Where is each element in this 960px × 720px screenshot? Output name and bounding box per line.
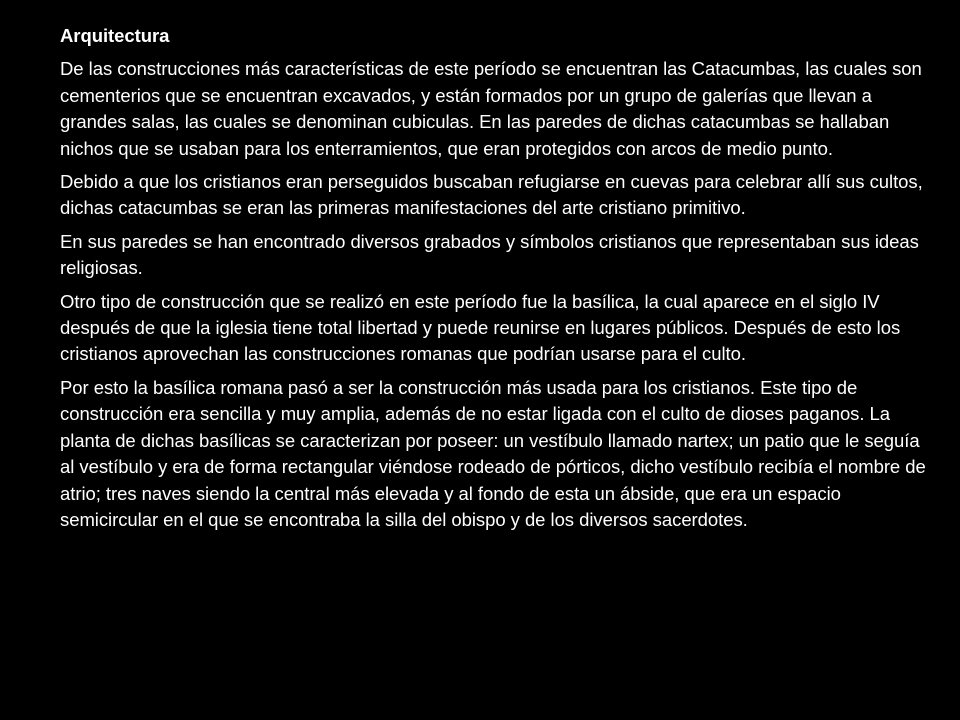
paragraph-persecucion: Debido a que los cristianos eran perseguidos buscaban refugiarse en cuevas para celebrar allí sus cultos, dichas catacumbas se eran las primeras manifestaciones del arte cristiano primitivo.	[60, 171, 923, 219]
paragraph-basilica-origen: Otro tipo de construcción que se realizó en este período fue la basílica, la cual aparece en el siglo IV después de que la iglesia tiene total libertad y puede reunirse en lugares públicos. Después de esto los cristianos aprovechan las construcciones romanas que podrían usarse para el culto.	[60, 290, 901, 365]
slide-text-body	[60, 23, 928, 540]
paragraph-catacumbas: De las construcciones más características de este período se encuentran las Catacumbas, las cuales son cementerios que se encuentran excavados, y están formados por un grupo de galerías que llevan a grandes salas, las cuales se denominan cubiculas. En las paredes de dichas catacumbas se hallaban nichos que se usaban para los enterramientos, que eran protegidos con arcos de medio punto.	[60, 58, 922, 159]
paragraph-grabados: En sus paredes se han encontrado diversos grabados y símbolos cristianos que representaban sus ideas religiosas.	[60, 230, 919, 279]
slide-heading: Arquitectura	[60, 25, 170, 46]
paragraph-basilica-planta: Por esto la basílica romana pasó a ser la construcción más usada para los cristianos. Este tipo de construcción era sencilla y muy amplia, además de no estar ligada con el culto de dioses paganos. La planta de dichas basílicas se caracterizan por poseer: un vestíbulo llamado nartex; un patio que le seguía al vestíbulo y era de forma rectangular viéndose rodeado de pórticos, dicho vestíbulo recibía el nombre de atrio; tres naves siendo la central más elevada y al fondo de esta un ábside, que era un espacio semicircular en el que se encontraba la silla del obispo y de los diversos sacerdotes.	[60, 376, 926, 530]
